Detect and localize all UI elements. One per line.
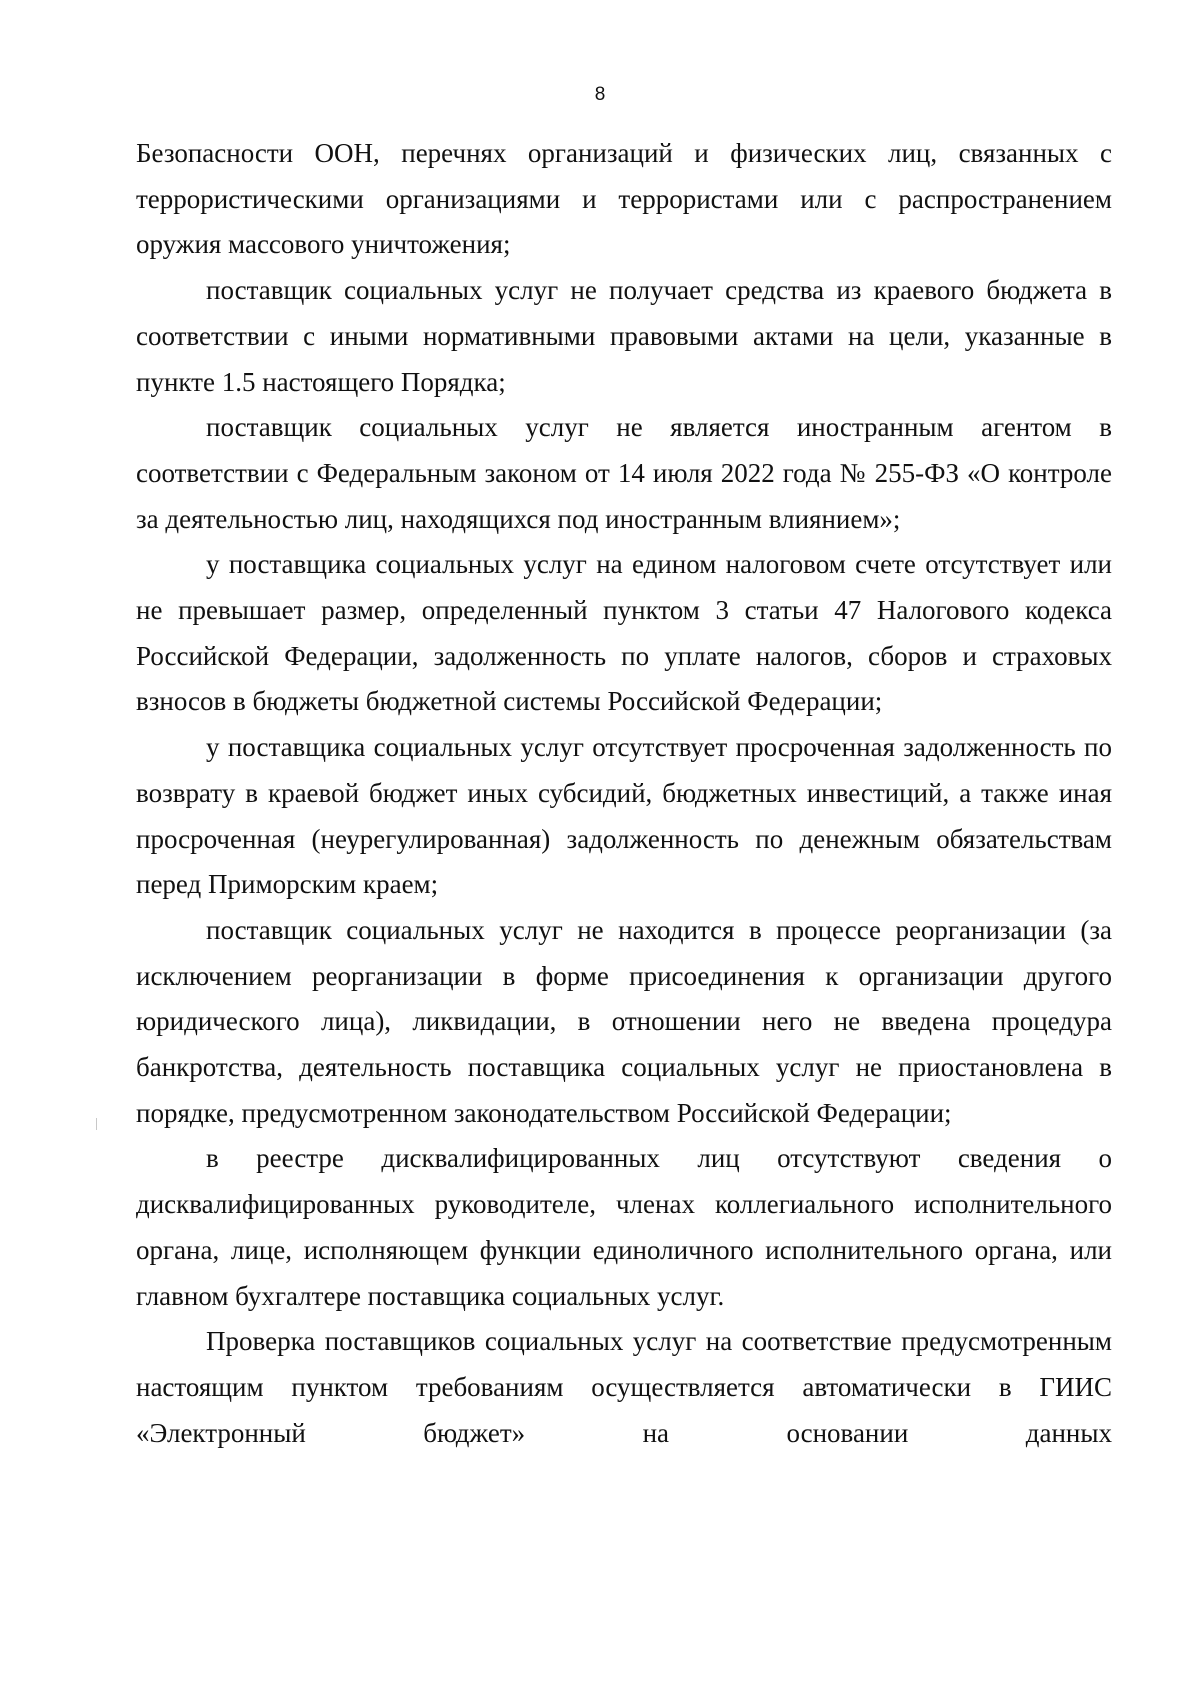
paragraph-disqualified-persons: в реестре дисквалифицированных лиц отсутствуют сведения о дисквалифицированных руководителе, членах коллегиального исполнительного органа, лице, исполняющем функции единоличного исполнительного органа, или главном бухгалтере поставщика социальных услуг. <box>136 1143 1112 1311</box>
paragraph-overdue-debt: у поставщика социальных услуг отсутствует просроченная задолженность по возврату в краевой бюджет иных субсидий, бюджетных инвестиций, а также иная просроченная (неурегулированная) задолженность по денежным обязательствам перед Приморским краем; <box>136 732 1112 900</box>
document-body <box>136 131 1112 1456</box>
paragraph-regional-budget-funds: поставщик социальных услуг не получает средства из краевого бюджета в соответствии с иными нормативными правовыми актами на цели, указанные в пункте 1.5 настоящего Порядка; <box>136 275 1112 397</box>
scan-artifact <box>96 1118 97 1130</box>
paragraph-reorganization: поставщик социальных услуг не находится в процессе реорганизации (за исключением реорганизации в форме присоединения к организации другого юридического лица), ликвидации, в отношении него не введена процедура банкротства, деятельность поставщика социальных услуг не приостановлена в порядке, предусмотренном законодательством Российской Федерации; <box>136 914 1112 1128</box>
paragraph-verification: Проверка поставщиков социальных услуг на соответствие предусмотренным настоящим пунктом требованиям осуществляется автоматически в ГИИС «Электронный бюджет» на основании данных <box>136 1326 1112 1448</box>
page-number: 8 <box>594 84 606 105</box>
paragraph-tax-debt: у поставщика социальных услуг на едином налоговом счете отсутствует или не превышает размер, определенный пунктом 3 статьи 47 Налогового кодекса Российской Федерации, задолженность по уплате налогов, сборов и страховых взносов в бюджеты бюджетной системы Российской Федерации; <box>136 549 1112 717</box>
paragraph-foreign-agent: поставщик социальных услуг не является иностранным агентом в соответствии с Федеральным законом от 14 июля 2022 года № 255-ФЗ «О контроле за деятельностью лиц, находящихся под иностранным влиянием»; <box>136 412 1112 534</box>
paragraph-continuation: Безопасности ООН, перечнях организаций и физических лиц, связанных с террористическими организациями и террористами или с распространением оружия массового уничтожения; <box>136 138 1112 260</box>
